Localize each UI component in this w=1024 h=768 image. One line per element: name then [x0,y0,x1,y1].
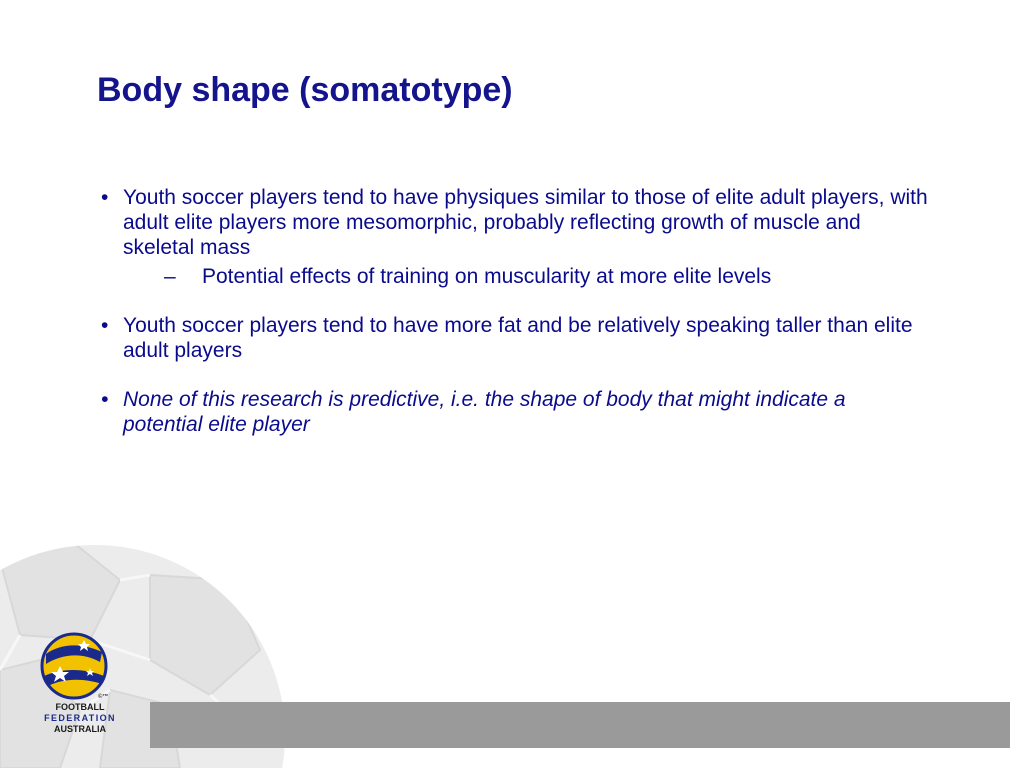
sub-bullet-item [100,264,930,289]
logo-line-football: FOOTBALL [55,702,105,712]
ffa-ball-emblem-icon [40,632,108,700]
sub-bullet-marker: – [164,265,176,288]
bullet-item [100,313,930,363]
bullet-marker: • [101,314,109,337]
sub-bullet-text: Potential effects of training on muscularity at more elite levels [202,265,772,288]
bullet-item [100,185,930,260]
bullet-text: Youth soccer players tend to have more fat and be relatively speaking taller than elite adult players [123,314,913,362]
bullet-item [100,387,930,437]
slide-body [100,185,930,437]
logo-trademark: ©™ [98,694,109,700]
slide-title: Body shape (somatotype) [97,71,513,109]
bullet-text: None of this research is predictive, i.e. the shape of body that might indicate a potential elite player [123,388,846,436]
logo-line-australia: AUSTRALIA [54,724,106,734]
bullet-marker: • [101,186,109,209]
bullet-text: Youth soccer players tend to have physiques similar to those of elite adult players, with adult elite players more mesomorphic, probably reflecting growth of muscle and skeletal mass [123,186,928,259]
footer-bar [150,702,1010,748]
ffa-logo [30,632,130,742]
logo-wordmark [30,702,130,735]
bullet-marker: • [101,388,109,411]
logo-line-federation: FEDERATION [44,713,116,723]
